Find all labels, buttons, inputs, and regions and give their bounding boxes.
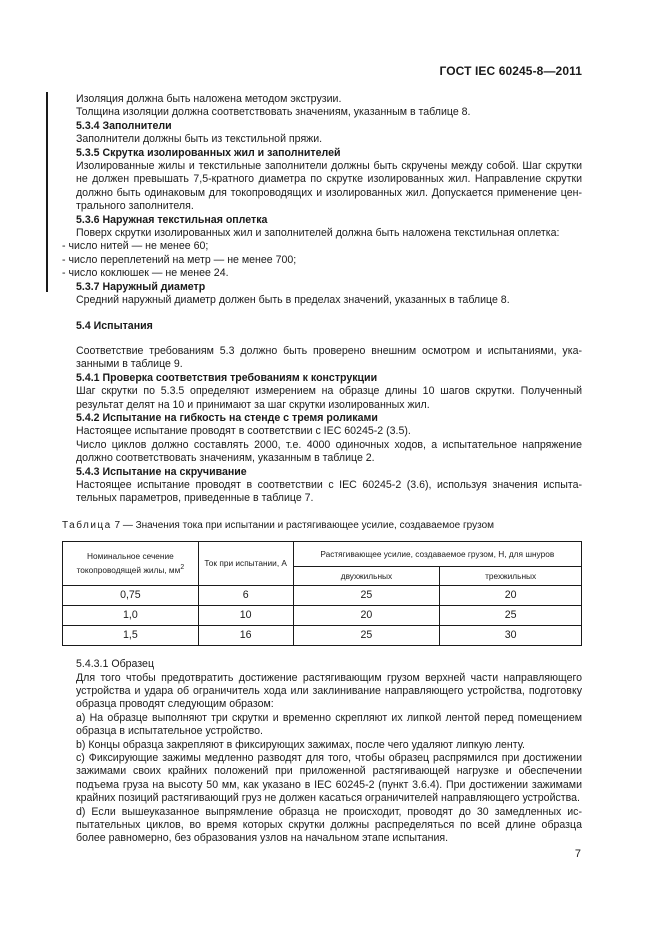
cell-current: 6 [198,586,293,606]
cell-two: 20 [293,606,440,626]
paragraph: d) Если вышеуказанное выпрямление образца не происходит, проводят до 30 замедленных испытательных циклов, во время которых скрутки должны распределяться по всей длине образца более равномерно, без образования узлов на начальном этапе испытания. [76,805,582,845]
paragraph: Для того чтобы предотвратить достижение растягивающим грузом верхней части направляющего устройства и удара об ограничитель хода или заклинивание направляющего устройства, подготовку образца проводят следующим образом: [76,671,582,711]
paragraph: Заполнители должны быть из текстильной пряжи. [76,133,323,146]
paragraph: b) Концы образца закрепляют в фиксирующих зажимах, после чего удаляют липкую ленту. [76,738,525,751]
cell-current: 10 [198,606,293,626]
table-row [63,626,582,646]
table-caption [62,519,582,532]
body-text [62,93,582,506]
paragraph: Изоляция должна быть наложена методом экструзии. [76,93,342,105]
document-id: ГОСТ IEC 60245-8—2011 [439,64,582,78]
paragraph: Толщина изоляции должна соответствовать значениям, указанным в таблице 8. [76,106,471,119]
paragraph: с) Фиксирующие зажимы медленно разводят для того, чтобы образец распрямился при достижении зажимами своих крайних положений при приложенной растягивающей нагрузке и обеспечении подъема груза на высоту 50 мм, как указано в IEC 60245-2 (пункт 3.6.4). При достижении зажимами крайних позиций растягивающий груз не должен касаться ограничителей направляющего устройства. [76,752,582,805]
section-heading: 5.4.2 Испытание на гибкость на стенде с тремя роликами [76,411,378,424]
cell-section: 1,0 [63,606,199,626]
list-item: - число коклюшек — не менее 24. [62,267,229,280]
paragraph: Средний наружный диаметр должен быть в пределах значений, указанных в таблице 8. [76,294,510,307]
cell-two: 25 [293,586,440,606]
table-row [63,586,582,606]
paragraph: Шаг скрутки по 5.3.5 определяют измерением на образце длины 10 шагов скрутки. Полученный результат делят на 10 и принимают за шаг скрутки изолированных жил. [76,385,582,411]
cell-section: 1,5 [63,626,199,646]
body-text-after-table [76,658,582,846]
cell-three: 25 [440,606,582,626]
header-cell-three-core: трехжильных [440,567,582,586]
cell-three: 20 [440,586,582,606]
section-heading: 5.3.4 Заполнители [76,119,172,132]
paragraph: Соответствие требованиям 5.3 должно быть проверено внешним осмотром и испытаниями, указанными в таблице 9. [76,344,582,371]
paragraph: Настоящее испытание проводят в соответствии с IEC 60245-2 (3.5). [76,425,411,438]
page-content [62,93,582,846]
cell-three: 30 [440,626,582,646]
change-bar [46,92,48,292]
header-cell-section: Номинальное сечение токопроводящей жилы, $мм^2$ [63,542,199,586]
spacer [76,308,582,320]
paragraph: Поверх скрутки изолированных жил и заполнителей должна быть наложена текстильная оплетка: [76,227,560,240]
cell-section: 0,75 [63,586,199,606]
spacer [76,333,582,345]
cell-two: 25 [293,626,440,646]
list-item: - число нитей — не менее 60; [62,240,209,253]
header-cell-current: Ток при испытании, А [198,542,293,586]
header-cell-two-core: двухжильных [293,567,440,586]
table-caption-text: 7 — Значения тока при испытании и растягивающее усилие, создаваемое грузом [114,519,495,531]
table-7 [62,541,582,646]
section-heading: 5.3.6 Наружная текстильная оплетка [76,213,268,226]
cell-current: 16 [198,626,293,646]
paragraph: Изолированные жилы и текстильные заполнители должны быть скручены между собой. Шаг скрутки не должен превышать 7,5-кратного диаметра по скрутке изолированных жил. Направление скрутки должно быть одинаковым для токопроводящих и изолированных жил. Допускается применение центрального заполнителя. [76,160,582,213]
section-heading: 5.3.7 Наружный диаметр [76,280,206,293]
table-caption-prefix: Таблица [62,519,112,531]
section-heading: 5.4.1 Проверка соответствия требованиям к конструкции [76,371,378,384]
table-row [63,606,582,626]
paragraph: Настоящее испытание проводят в соответствии с IEC 60245-2 (3.6), используя значения испытательных параметров, приведенные в таблице 7. [76,478,582,505]
section-heading: 5.4 Испытания [76,319,153,332]
section-heading: 5.4.3 Испытание на скручивание [76,465,247,478]
paragraph: 5.4.3.1 Образец [76,658,155,671]
list-item: - число переплетений на метр — не менее 700; [62,253,297,266]
page-number: 7 [574,848,581,860]
section-heading: 5.3.5 Скрутка изолированных жил и заполнителей [76,146,341,159]
paragraph: Число циклов должно составлять 2000, т.е. 4000 одиночных ходов, а испытательное напряжение должно соответствовать значениям, указанным в таблице 2. [76,438,582,465]
paragraph: а) На образце выполняют три скрутки и временно скрепляют их липкой лентой перед помещением образца в испытательное устройство. [76,711,582,738]
header-cell-force: Растягивающее усилие, создаваемое грузом, Н, для шнуров [293,542,581,567]
